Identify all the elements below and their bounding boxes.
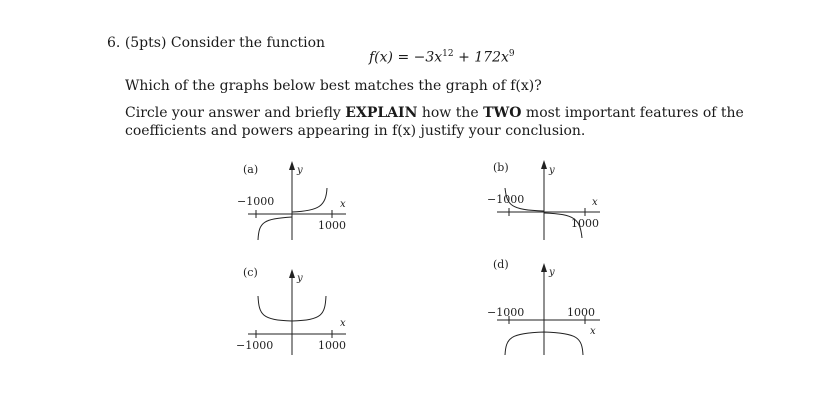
graph-d-y-arrow <box>541 263 547 272</box>
instruction-bold-explain: EXPLAIN <box>345 105 418 121</box>
graph-d-label: (d) <box>493 258 509 271</box>
graph-a-y-label: y <box>297 165 303 176</box>
graph-a-y-arrow <box>289 161 295 170</box>
graph-d[interactable] <box>487 258 600 355</box>
formula-exponent-1: 12 <box>442 49 454 59</box>
graph-a-tick-right-label: 1000 <box>318 219 346 232</box>
graph-c-label: (c) <box>243 266 258 279</box>
graph-d-y-label: y <box>549 267 555 278</box>
graph-c-curve-right <box>292 296 326 321</box>
graph-b-tick-left-label: −1000 <box>487 193 525 206</box>
instruction-part-1: Circle your answer and briefly <box>125 105 346 121</box>
graph-b[interactable] <box>487 160 600 240</box>
graph-b-tick-right-label: 1000 <box>571 217 599 230</box>
graph-c-tick-right-label: 1000 <box>318 339 346 352</box>
graph-c-tick-left-label: −1000 <box>236 339 274 352</box>
graph-a[interactable] <box>237 161 346 240</box>
graph-b-x-label: x <box>592 197 598 208</box>
graph-b-label: (b) <box>493 161 509 174</box>
graph-d-tick-right-label: 1000 <box>567 306 595 319</box>
graph-c-y-arrow <box>289 269 295 278</box>
graph-c[interactable] <box>236 266 346 355</box>
graph-c-y-label: y <box>297 273 303 284</box>
graph-a-label: (a) <box>243 163 259 176</box>
question-text: Which of the graphs below best matches the graph of f(x)? <box>125 78 542 94</box>
problem-number: 6. <box>107 35 121 51</box>
formula-exponent-2: 9 <box>508 49 515 59</box>
graph-c-x-label: x <box>340 318 346 329</box>
formula-mid: + 172x <box>453 49 509 66</box>
problem-intro: Consider the function <box>170 35 326 51</box>
instruction-bold-two: TWO <box>483 105 522 121</box>
instruction-part-3: most important features of the coefficients and powers appearing in f(x) justify your conclusion. <box>125 105 744 139</box>
graph-d-x-label: x <box>590 326 596 337</box>
problem-points: (5pts) <box>124 35 167 51</box>
graph-a-curve-left <box>258 217 292 240</box>
graph-a-tick-left-label: −1000 <box>237 195 275 208</box>
graph-b-y-label: y <box>549 165 555 176</box>
instruction-part-2: how the <box>417 105 484 121</box>
graph-a-x-label: x <box>340 199 346 210</box>
graph-c-curve-left <box>258 296 292 321</box>
formula-lhs: f(x) = −3x <box>369 49 443 66</box>
graph-d-tick-left-label: −1000 <box>487 306 525 319</box>
graph-b-y-arrow <box>541 160 547 169</box>
graph-a-curve-right <box>292 188 327 212</box>
